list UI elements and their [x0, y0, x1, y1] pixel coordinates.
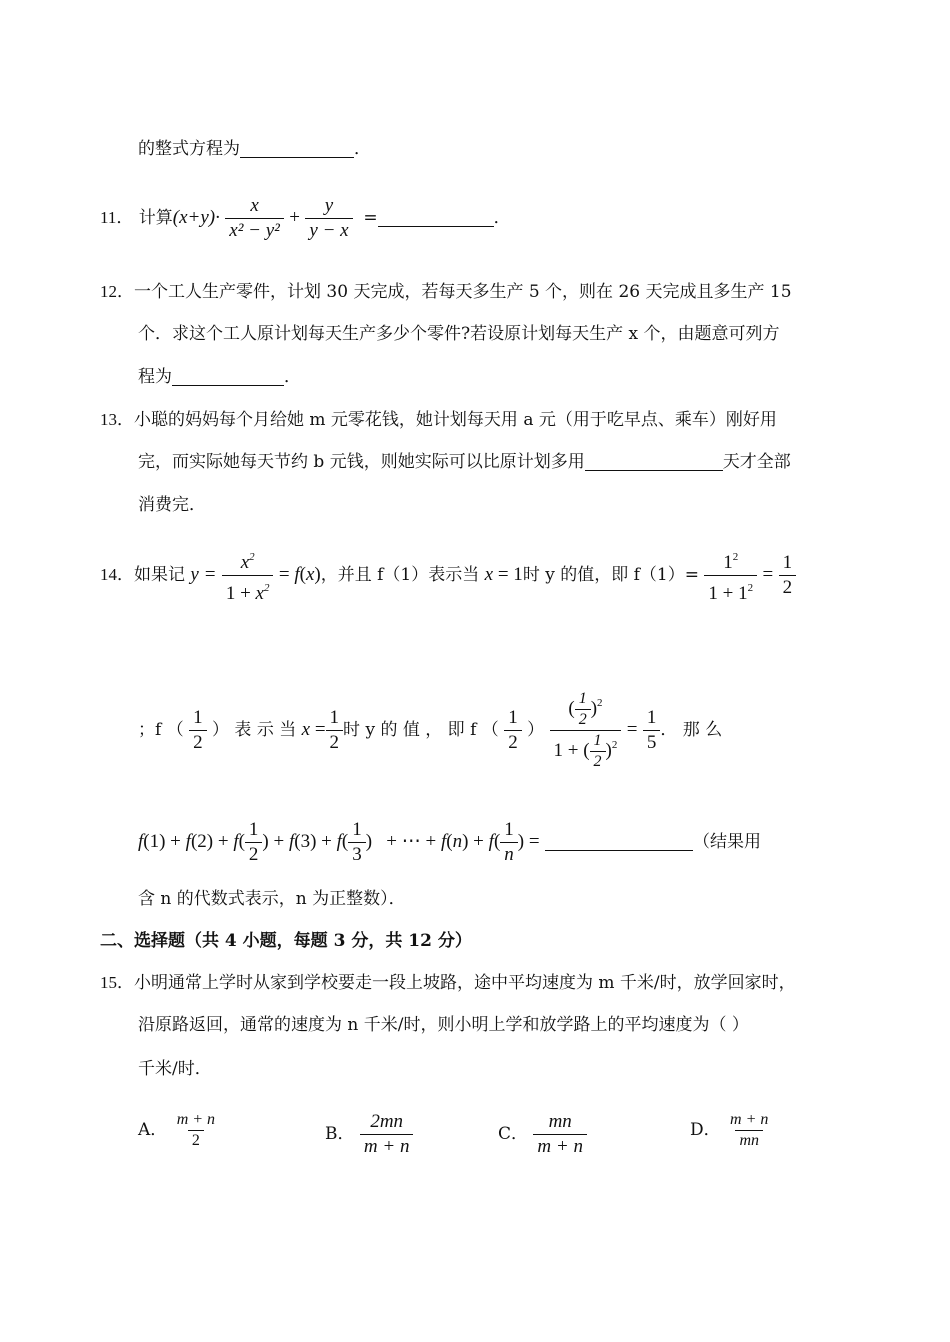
q15-option-b[interactable]: B． $\frac{2mn}{m + n}$: [325, 1110, 413, 1159]
question-13-line-2: 完，而实际她每天节约 b 元钱，则她实际可以比原计划多用 天才全部: [138, 452, 791, 472]
q14-sum-expression: f(1) + f(2) + f(: [138, 831, 245, 852]
q11-answer-blank[interactable]: [378, 208, 494, 227]
q15-option-c[interactable]: C． $\frac{mn}{m + n}$: [498, 1110, 587, 1159]
question-14-line-4: 含 n 的代数式表示，n 为正整数）．: [138, 889, 406, 909]
q11-prefix: (x+y)·: [172, 207, 220, 228]
question-14-line-3: f(1) + f(2) + f( $\frac{1}{2}$ ) + f(3) + f( $\frac{1}{3}$ ) + ⋯ + f(n) + f( $\frac{1}{n}$ ) = （结果用: [138, 819, 761, 865]
q15-option-a[interactable]: A． $\frac{m + n}{2}$: [138, 1111, 216, 1149]
question-14-line-2: ；f （ $\frac{1}{2}$ ） 表 示 当 x = $\frac{1}{2}$ 时 y 的 值 ， 即 f （ $\frac{1}{2}$ ） ( $\frac{1}{2}$ )$^2$ 1 + ( $\frac{1}{2}$ )$^2$ = $\frac{1}{5}$ ． 那 么: [138, 690, 723, 770]
q10-tail: 的整式方程为 ．: [138, 139, 371, 159]
q14-f1-fraction: $\frac{1^2}{1 + 1^2}$: [704, 545, 757, 606]
q15-option-d[interactable]: D． $\frac{m + n}{mn}$: [690, 1111, 769, 1149]
question-12-line-2: 个．求这个工人原计划每天生产多少个零件?若设原计划每天生产 x 个，由题意可列方: [138, 324, 780, 344]
q11-fraction-2: $\frac{y}{y - x}$: [305, 194, 352, 243]
q14-f-half-fraction: ( $\frac{1}{2}$ )$^2$ 1 + ( $\frac{1}{2}$ )$^2$: [550, 689, 622, 772]
q14-answer-blank[interactable]: [545, 832, 693, 851]
question-15-line-2: 沿原路返回，通常的速度为 n 千米/时，则小明上学和放学路上的平均速度为（ ）: [138, 1015, 749, 1035]
q13-answer-blank[interactable]: [585, 452, 723, 471]
q12-answer-blank[interactable]: [172, 367, 284, 386]
question-15-line-3: 千米/时．: [138, 1059, 212, 1079]
question-14-line-1: 14．如果记 y = $\frac{x^2}{1 + x^2}$ = f(x)，并且 f（1）表示当 x = 1时 y 的值，即 f（1）= $\frac{1^2}{1 + 1^2}$ = $\frac{1}{2}$: [100, 545, 796, 606]
q11-fraction-1: $\frac{x}{\text{x² − y²}}$: [225, 194, 284, 243]
question-13-line-3: 消费完．: [138, 495, 206, 515]
q14-def-fraction: $\frac{x^2}{1 + x^2}$: [222, 545, 274, 606]
q14-one-half: $\frac{1}{2}$: [779, 551, 797, 600]
question-12-line-3: 程为 ．: [138, 367, 301, 387]
question-13-line-1: 13．小聪的妈妈每个月给她 m 元零花钱，她计划每天用 a 元（用于吃早点、乘车）刚好用: [100, 410, 777, 430]
q14-one-fifth: $\frac{1}{5}$: [643, 706, 661, 755]
question-15-line-1: 15．小明通常上学时从家到学校要走一段上坡路，途中平均速度为 m 千米/时，放学回家时，: [100, 973, 796, 993]
section-2-title: 二、选择题（共 4 小题，每题 3 分，共 12 分）: [100, 931, 472, 951]
q14-def-y: y =: [190, 564, 217, 585]
question-11: 11． 计算(x+y)· $\frac{x}{\text{x² − y²}}$ + $\frac{y}{y - x}$ = ．: [100, 195, 511, 241]
question-12-line-1: 12．一个工人生产零件，计划 30 天完成，若每天多生产 5 个，则在 26 天完成且多生产 15: [100, 282, 792, 302]
q10-answer-blank[interactable]: [240, 139, 354, 158]
